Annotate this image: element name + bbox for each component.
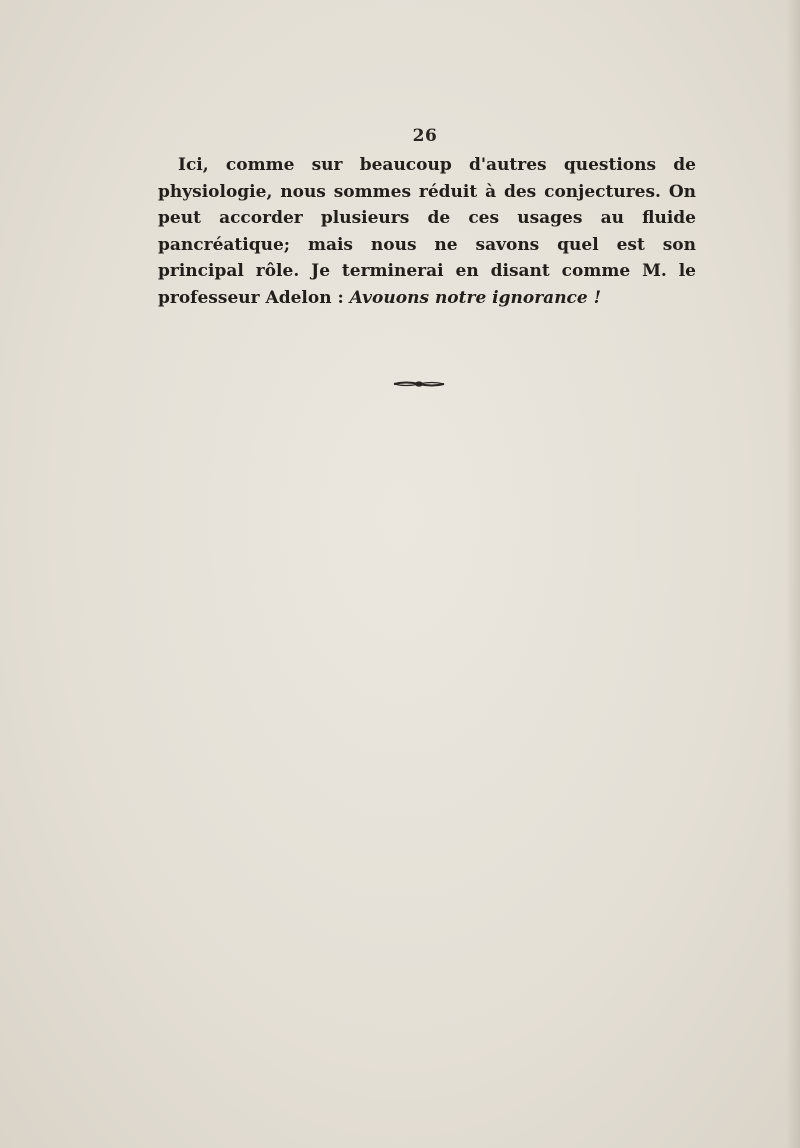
page-edge-shadow <box>786 0 800 1148</box>
paragraph-quote: Avouons notre ignorance ! <box>349 287 602 308</box>
paragraph-text: Ici, comme sur beaucoup d'autres questions de physiologie, nous sommes réduit à des conjectures. On peut accorder plusieurs de ces usages au fluide pancréatique; mais nous ne savons quel est son principal rôle. Je terminerai en disant comme M. le professeur Adelon : <box>158 155 696 308</box>
body-paragraph <box>158 152 696 311</box>
separator-ornament-icon <box>392 378 446 390</box>
bleed-through-texture <box>150 245 700 945</box>
page-number: 26 <box>412 126 438 146</box>
